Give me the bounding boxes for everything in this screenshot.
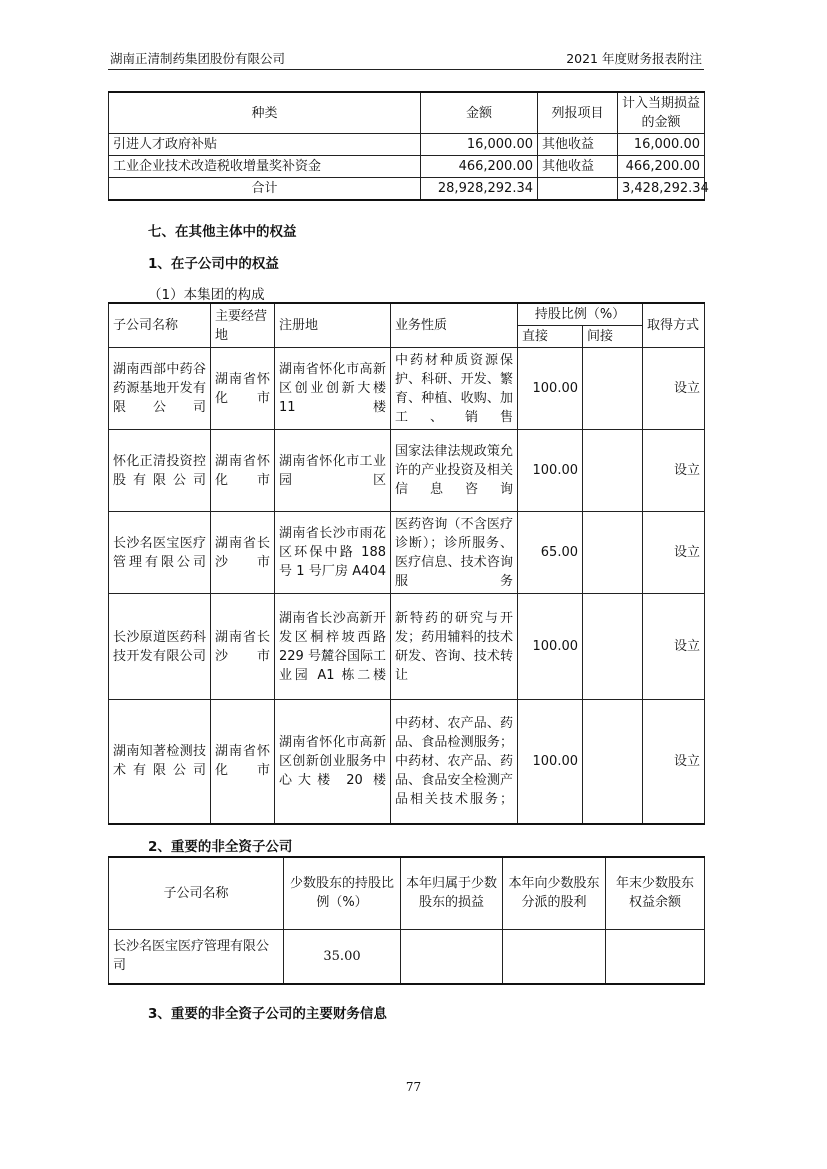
subsidy-total-item xyxy=(538,178,618,201)
table-row xyxy=(109,348,705,430)
subsidy-total-pl: 3,428,292.34 xyxy=(618,178,705,201)
header-title: 2021 年度财务报表附注 xyxy=(566,51,702,66)
section-7-2-title: 2、重要的非全资子公司 xyxy=(148,839,293,855)
subsidy-total-row xyxy=(109,178,705,201)
section-7-3-title: 3、重要的非全资子公司的主要财务信息 xyxy=(148,1006,387,1022)
group-header-registered: 注册地 xyxy=(275,303,391,348)
group-table xyxy=(108,302,705,825)
group-name: 湖南西部中药谷药源基地开发有限公司 xyxy=(109,348,211,430)
group-indirect xyxy=(583,700,643,824)
minority-ratio: 35.00 xyxy=(284,929,401,984)
subsidy-item: 其他收益 xyxy=(538,156,618,178)
group-location: 湖南省怀化市 xyxy=(211,700,275,824)
subsidy-pl: 466,200.00 xyxy=(618,156,705,178)
group-method: 设立 xyxy=(643,594,705,700)
group-indirect xyxy=(583,348,643,430)
subsidy-header-amount: 金额 xyxy=(421,92,538,134)
minority-header-pl: 本年归属于少数股东的损益 xyxy=(401,857,503,929)
table-row xyxy=(109,156,705,178)
group-header-business: 业务性质 xyxy=(391,303,518,348)
group-registered: 湖南省怀化市高新区创新创业服务中心大楼 20 楼 xyxy=(275,700,391,824)
group-name: 怀化正清投资控股有限公司 xyxy=(109,430,211,512)
group-location: 湖南省怀化市 xyxy=(211,348,275,430)
subsidy-total-amount: 28,928,292.34 xyxy=(421,178,538,201)
group-method: 设立 xyxy=(643,348,705,430)
table-row xyxy=(109,430,705,512)
table-row xyxy=(109,134,705,156)
subsidy-table xyxy=(108,91,709,201)
group-registered: 湖南省怀化市高新区创业创新大楼 11 楼 xyxy=(275,348,391,430)
group-name: 湖南知著检测技术有限公司 xyxy=(109,700,211,824)
group-indirect xyxy=(583,430,643,512)
minority-balance xyxy=(606,929,705,984)
minority-header-ratio: 少数股东的持股比例（%） xyxy=(284,857,401,929)
minority-header-dividend: 本年向少数股东分派的股利 xyxy=(503,857,606,929)
subsidy-header-row xyxy=(109,92,705,134)
subsidy-type: 工业企业技术改造税收增量奖补资金 xyxy=(109,156,421,178)
subsidy-header-type: 种类 xyxy=(109,92,421,134)
section-7-1-1-title: （1）本集团的构成 xyxy=(148,287,265,303)
group-location: 湖南省长沙市 xyxy=(211,512,275,594)
group-name: 长沙原道医药科技开发有限公司 xyxy=(109,594,211,700)
group-header-method: 取得方式 xyxy=(643,303,705,348)
page-number: 77 xyxy=(405,1080,422,1094)
minority-table xyxy=(108,856,705,985)
group-indirect xyxy=(583,512,643,594)
subsidy-type: 引进人才政府补贴 xyxy=(109,134,421,156)
group-header-name: 子公司名称 xyxy=(109,303,211,348)
header-rule xyxy=(108,69,704,70)
group-header-direct: 直接 xyxy=(518,326,583,348)
subsidy-pl: 16,000.00 xyxy=(618,134,705,156)
subsidy-header-item: 列报项目 xyxy=(538,92,618,134)
group-indirect xyxy=(583,594,643,700)
group-direct: 100.00 xyxy=(518,430,583,512)
section-7-1-title: 1、在子公司中的权益 xyxy=(148,256,279,272)
minority-dividend xyxy=(503,929,606,984)
minority-header-name: 子公司名称 xyxy=(109,857,284,929)
group-method: 设立 xyxy=(643,430,705,512)
group-business: 中药材种质资源保护、科研、开发、繁育、种植、收购、加工、销售 xyxy=(391,348,518,430)
group-direct: 100.00 xyxy=(518,348,583,430)
group-business: 中药材、农产品、药品、食品检测服务；中药材、农产品、药品、食品安全检测产品相关技术服务； xyxy=(391,700,518,824)
header-company: 湖南正清制药集团股份有限公司 xyxy=(110,51,286,66)
group-business: 医药咨询（不含医疗诊断）；诊所服务、医疗信息、技术咨询服务 xyxy=(391,512,518,594)
subsidy-total-label: 合计 xyxy=(109,178,421,201)
group-direct: 100.00 xyxy=(518,594,583,700)
group-registered: 湖南省长沙高新开发区桐梓坡西路 229 号麓谷国际工业园 A1 栋二楼 xyxy=(275,594,391,700)
subsidy-amount: 16,000.00 xyxy=(421,134,538,156)
section-7-title: 七、在其他主体中的权益 xyxy=(148,224,297,240)
table-row xyxy=(109,594,705,700)
group-method: 设立 xyxy=(643,700,705,824)
minority-pl xyxy=(401,929,503,984)
group-direct: 100.00 xyxy=(518,700,583,824)
subsidy-item: 其他收益 xyxy=(538,134,618,156)
group-business: 国家法律法规政策允许的产业投资及相关信息咨询 xyxy=(391,430,518,512)
group-header-row-1 xyxy=(109,303,705,326)
group-location: 湖南省怀化市 xyxy=(211,430,275,512)
group-method: 设立 xyxy=(643,512,705,594)
group-header-ratio: 持股比例（%） xyxy=(518,303,643,326)
group-header-indirect: 间接 xyxy=(583,326,643,348)
group-name: 长沙名医宝医疗管理有限公司 xyxy=(109,512,211,594)
minority-header-row xyxy=(109,857,705,929)
table-row xyxy=(109,700,705,824)
group-direct: 65.00 xyxy=(518,512,583,594)
group-registered: 湖南省怀化市工业园区 xyxy=(275,430,391,512)
minority-header-balance: 年末少数股东权益余额 xyxy=(606,857,705,929)
minority-name: 长沙名医宝医疗管理有限公司 xyxy=(109,929,284,984)
subsidy-header-pl: 计入当期损益的金额 xyxy=(618,92,705,134)
group-header-location: 主要经营地 xyxy=(211,303,275,348)
subsidy-amount: 466,200.00 xyxy=(421,156,538,178)
group-business: 新特药的研究与开发；药用辅料的技术研发、咨询、技术转让 xyxy=(391,594,518,700)
table-row xyxy=(109,929,705,984)
group-registered: 湖南省长沙市雨花区环保中路 188 号 1 号厂房 A404 xyxy=(275,512,391,594)
table-row xyxy=(109,512,705,594)
group-location: 湖南省长沙市 xyxy=(211,594,275,700)
